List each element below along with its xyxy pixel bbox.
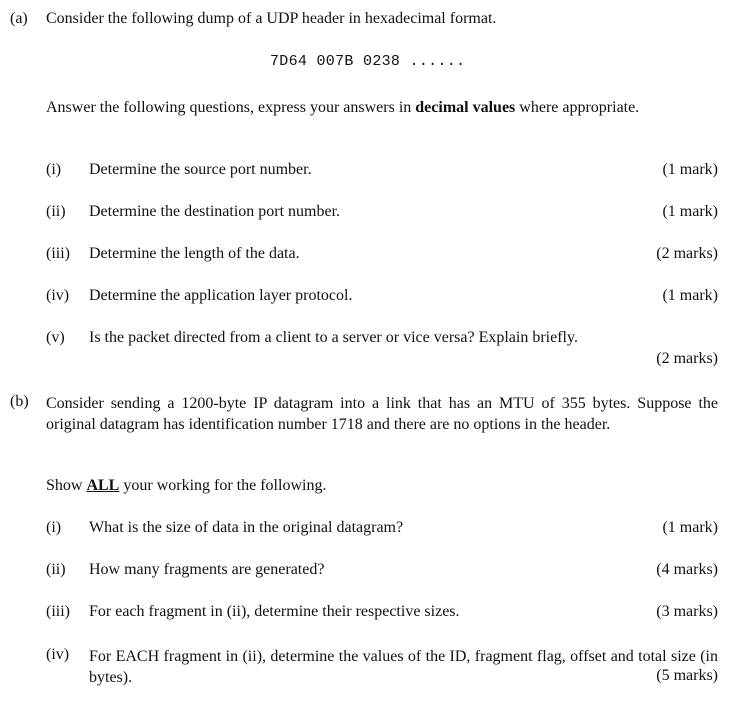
part-b-show-work <box>46 477 326 495</box>
part-a-instruction <box>46 97 718 118</box>
part-a-intro: Consider the following dump of a UDP header in hexadecimal format. <box>46 10 497 27</box>
b-q2-text: How many fragments are generated? <box>89 561 325 578</box>
b-q3-text: For each fragment in (ii), determine their respective sizes. <box>89 603 460 620</box>
b-q1-marks: (1 mark) <box>662 519 718 536</box>
part-b-intro: Consider sending a 1200-byte IP datagram into a link that has an MTU of 355 bytes. Suppose the original datagram has identification number 1718 and there are no options in the header. <box>46 395 718 433</box>
a-q5-text: Is the packet directed from a client to a server or vice versa? Explain briefly. <box>89 329 578 346</box>
b-q1-num: (i) <box>46 519 62 536</box>
part-a-label: (a) <box>10 10 28 27</box>
a-q4-marks: (1 mark) <box>662 287 718 304</box>
a-q2-text: Determine the destination port number. <box>89 203 341 220</box>
show-text-post: your working for the following. <box>119 477 327 494</box>
instruction-text-pre: Answer the following questions, express your answers in <box>46 99 416 116</box>
a-q3-text: Determine the length of the data. <box>89 245 300 262</box>
a-q2-num: (ii) <box>46 203 66 220</box>
instruction-text-bold: decimal values <box>415 99 516 116</box>
show-text-bold: ALL <box>86 477 120 494</box>
b-q3-marks: (3 marks) <box>656 603 718 620</box>
a-q2-marks: (1 mark) <box>662 203 718 220</box>
a-q5-marks: (2 marks) <box>656 350 718 367</box>
b-q2-num: (ii) <box>46 561 66 578</box>
b-q3-num: (iii) <box>46 603 70 620</box>
a-q3-num: (iii) <box>46 245 70 262</box>
a-q1-marks: (1 mark) <box>662 161 718 178</box>
a-q4-text: Determine the application layer protocol. <box>89 287 353 304</box>
hex-dump: 7D64 007B 0238 ...... <box>270 53 466 70</box>
a-q1-text: Determine the source port number. <box>89 161 312 178</box>
a-q4-num: (iv) <box>46 287 70 304</box>
a-q1-num: (i) <box>46 161 62 178</box>
b-q4-marks: (5 marks) <box>656 667 718 684</box>
show-text-pre: Show <box>46 477 87 494</box>
part-b-label: (b) <box>10 393 29 410</box>
a-q5-num: (v) <box>46 329 65 346</box>
instruction-text-post: where appropriate. <box>515 99 640 116</box>
a-q3-marks: (2 marks) <box>656 245 718 262</box>
b-q4-text: For EACH fragment in (ii), determine the values of the ID, fragment flag, offset and total size (in bytes). <box>89 648 718 686</box>
b-q4-num: (iv) <box>46 646 70 663</box>
b-q2-marks: (4 marks) <box>656 561 718 578</box>
b-q1-text: What is the size of data in the original datagram? <box>89 519 404 536</box>
